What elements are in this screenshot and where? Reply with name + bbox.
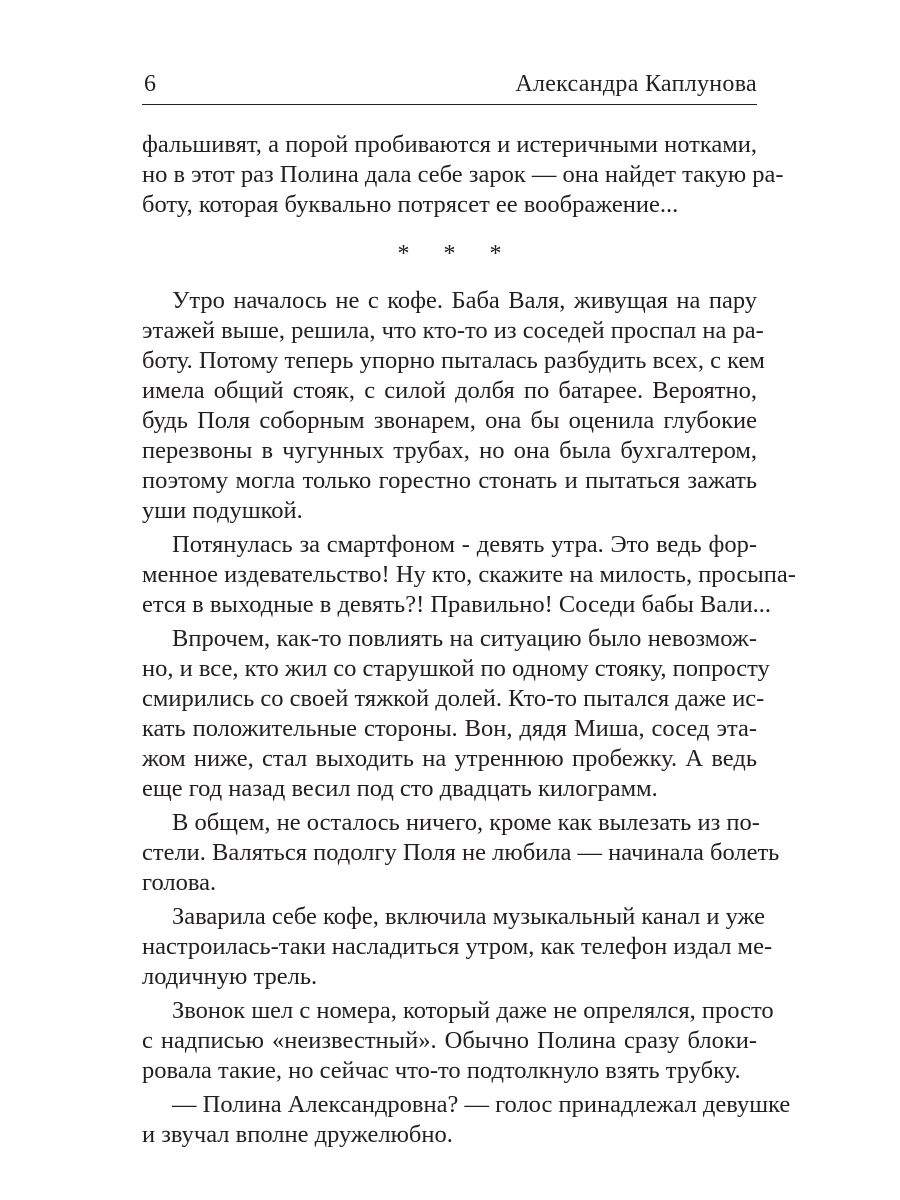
text-line: уши подушкой. bbox=[142, 497, 303, 524]
text-line: но в этот раз Полина дала себе зарок — она найдет такую ра- bbox=[142, 161, 784, 188]
paragraph bbox=[142, 996, 774, 1086]
running-head-author: Александра Каплунова bbox=[515, 71, 757, 97]
text-line: поэтому могла только горестно стонать и пытаться зажать bbox=[142, 467, 757, 494]
section-separator: * * * bbox=[397, 241, 516, 267]
text-line: боту, которая буквально потрясет ее воображение... bbox=[142, 191, 679, 218]
text-line: стели. Валяться подолгу Поля не любила — начинала болеть bbox=[142, 839, 780, 866]
text-line: Впрочем, как-то повлиять на ситуацию было невозмож- bbox=[172, 625, 757, 652]
text-line: и звучал вполне дружелюбно. bbox=[142, 1121, 453, 1148]
paragraph bbox=[142, 1090, 791, 1150]
text-line: голова. bbox=[142, 869, 217, 896]
text-line: ется в выходные в девять?! Правильно! Соседи бабы Вали... bbox=[142, 591, 772, 618]
text-line: еще год назад весил под сто двадцать килограмм. bbox=[142, 775, 658, 802]
text-line: настроилась-таки насладиться утром, как телефон издал ме- bbox=[142, 933, 773, 960]
paragraph bbox=[142, 530, 796, 620]
text-line: боту. Потому теперь упорно пыталась разбудить всех, с кем bbox=[142, 347, 765, 374]
text-line: Потянулась за смартфоном - девять утра. Это ведь фор- bbox=[172, 531, 757, 558]
page-number: 6 bbox=[144, 71, 156, 97]
text-line: Утро началось не с кофе. Баба Валя, живущая на пару bbox=[172, 287, 757, 314]
header-rule bbox=[142, 104, 757, 105]
text-line: менное издевательство! Ну кто, скажите на милость, просыпа- bbox=[142, 561, 796, 588]
text-line: Заварила себе кофе, включила музыкальный канал и уже bbox=[172, 903, 766, 930]
text-line: этажей выше, решила, что кто-то из соседей проспал на ра- bbox=[142, 317, 764, 344]
text-line: В общем, не осталось ничего, кроме как вылезать из по- bbox=[172, 809, 760, 836]
paragraph bbox=[142, 902, 773, 992]
text-line: с надписью «неизвестный». Обычно Полина сразу блоки- bbox=[142, 1027, 757, 1054]
text-line: лодичную трель. bbox=[142, 963, 318, 990]
text-line: фальшивят, а порой пробиваются и истеричными нотками, bbox=[142, 131, 757, 158]
text-line: — Полина Александровна? — голос принадлежал девушке bbox=[172, 1091, 791, 1118]
text-line: жом ниже, стал выходить на утреннюю пробежку. А ведь bbox=[142, 745, 757, 772]
paragraph bbox=[142, 286, 765, 526]
text-line: будь Поля соборным звонарем, она бы оценила глубокие bbox=[142, 407, 757, 434]
page-header bbox=[142, 70, 757, 102]
paragraph bbox=[142, 808, 780, 898]
paragraph bbox=[142, 624, 770, 804]
text-line: кать положительные стороны. Вон, дядя Миша, сосед эта- bbox=[142, 715, 757, 742]
text-line: имела общий стояк, с силой долбя по батарее. Вероятно, bbox=[142, 377, 757, 404]
text-line: перезвоны в чугунных трубах, но она была бухгалтером, bbox=[142, 437, 757, 464]
text-line: смирились со своей тяжкой долей. Кто-то пытался даже ис- bbox=[142, 685, 765, 712]
intro-paragraph bbox=[142, 130, 784, 220]
text-line: ровала такие, но сейчас что-то подтолкнуло взять трубку. bbox=[142, 1057, 741, 1084]
body-text bbox=[142, 130, 796, 1150]
text-line: Звонок шел с номера, который даже не опрелялся, просто bbox=[172, 997, 774, 1024]
text-line: но, и все, кто жил со старушкой по одному стояку, попросту bbox=[142, 655, 770, 682]
